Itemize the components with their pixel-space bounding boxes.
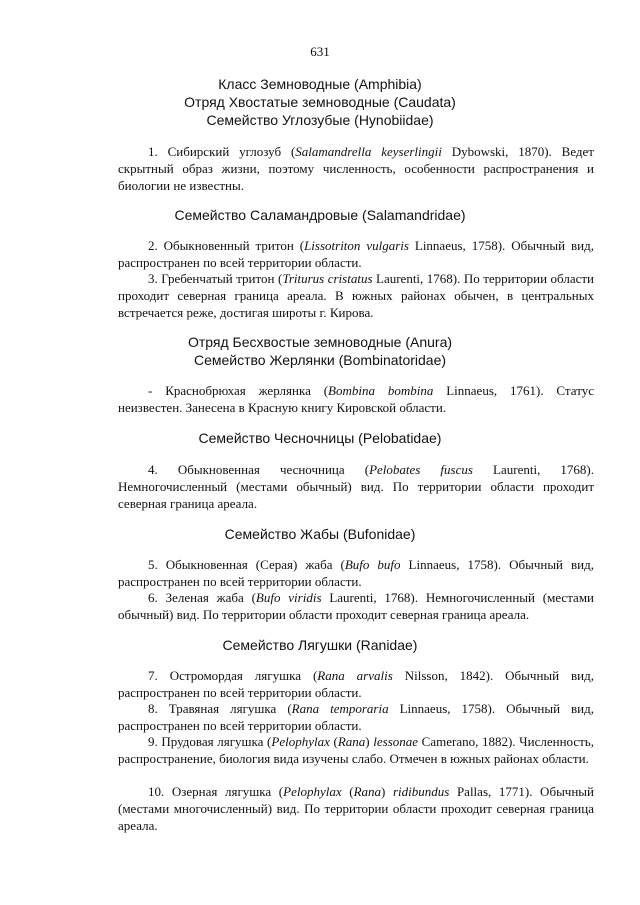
entry-1-rest: Dybowski, 1870). Ведет скрытный образ жизни, поэтому численность, особенности распространения и биологии не известны. xyxy=(118,144,594,193)
entry-9 xyxy=(118,733,594,767)
entry-3-latin: Triturus cristatus xyxy=(282,271,373,286)
entry-10-latin-genus: Pelophylax xyxy=(283,784,342,799)
page-number: 631 xyxy=(310,44,330,59)
entry-9-sep2: ) xyxy=(365,734,374,749)
heading-family-ranidae: Семейство Лягушки (Ranidae) xyxy=(222,637,418,653)
entry-10-sep: ( xyxy=(341,784,354,799)
entry-bombina xyxy=(118,382,594,416)
entry-5-latin: Bufo bufo xyxy=(344,557,401,572)
entry-5-text: 5. Обыкновенная (Серая) жаба ( xyxy=(148,557,345,572)
entry-7-rest: Nilsson, 1842). Обычный вид, распространен по всей территории области. xyxy=(118,668,594,700)
entry-9-latin-subgenus: Rana xyxy=(337,734,366,749)
entry-9-rest: Camerano, 1882). Численность, распространение, биология вида изучены слабо. Отмечен в южных районах области. xyxy=(118,734,594,766)
entry-1 xyxy=(118,143,594,194)
entry-3 xyxy=(118,270,594,321)
entry-2 xyxy=(118,237,594,271)
entry-6-latin: Bufo viridis xyxy=(255,590,322,605)
entry-10-latin-species: ridibundus xyxy=(392,784,450,799)
entry-10-text: 10. Озерная лягушка ( xyxy=(148,784,284,799)
entry-4 xyxy=(118,461,594,512)
heading-family-bombinatoridae: Семейство Жерлянки (Bombinatoridae) xyxy=(193,352,447,368)
heading-family-pelobatidae: Семейство Чесночницы (Pelobatidae) xyxy=(198,430,442,446)
entry-8-latin: Rana temporaria xyxy=(291,701,389,716)
entry-8-rest: Linnaeus, 1758). Обычный вид, распространен по всей территории области. xyxy=(118,701,594,733)
entry-5 xyxy=(118,556,594,590)
entry-9-text: 9. Прудовая лягушка ( xyxy=(148,734,272,749)
entry-9-latin-species: lessonae xyxy=(373,734,419,749)
entry-9-sep: ( xyxy=(329,734,338,749)
entry-2-text: 2. Обыкновенный тритон ( xyxy=(148,238,305,253)
entry-10-rest: Pallas, 1771). Обычный (местами многочисленный) вид. По территории области проходит северная граница ареала. xyxy=(118,784,594,833)
entry-7-text: 7. Остромордая лягушка ( xyxy=(148,668,318,683)
entry-2-rest: Linnaeus, 1758). Обычный вид, распространен по всей территории области. xyxy=(118,238,594,270)
entry-4-latin: Pelobates fuscus xyxy=(369,462,473,477)
heading-family-bufonidae: Семейство Жабы (Bufonidae) xyxy=(224,526,416,542)
entry-3-rest: Laurenti, 1768). По территории области проходит северная граница ареала. В южных районах обычен, в центральных встречается реже, достигая широты г. Кирова. xyxy=(118,271,595,320)
entry-7 xyxy=(118,667,594,701)
entry-10-latin-subgenus: Rana xyxy=(353,784,382,799)
entry-10-sep2: ) xyxy=(381,784,393,799)
entry-4-rest: Laurenti, 1768). Немногочисленный (местами обычный) вид. По территории области проходит северная граница ареала. xyxy=(118,462,594,511)
entry-7-latin: Rana arvalis xyxy=(317,668,393,683)
entry-3-text: 3. Гребенчатый тритон ( xyxy=(148,271,283,286)
heading-order-anura: Отряд Бесхвостые земноводные (Anura) xyxy=(187,334,453,350)
entry-1-text: 1. Сибирский углозуб ( xyxy=(148,144,296,159)
entry-bombina-latin: Bombina bombina xyxy=(328,383,434,398)
entry-6-rest: Laurenti, 1768). Немногочисленный (местами обычный) вид. По территории области проходит северная граница ареала. xyxy=(118,590,594,622)
heading-order-caudata: Отряд Хвостатые земноводные (Caudata) xyxy=(184,94,456,110)
entry-8-text: 8. Травяная лягушка ( xyxy=(148,701,292,716)
entry-9-latin-genus: Pelophylax xyxy=(271,734,330,749)
entry-1-latin: Salamandrella keyserlingii xyxy=(295,144,442,159)
entry-8 xyxy=(118,700,594,734)
entry-bombina-text: - Краснобрюхая жерлянка ( xyxy=(148,383,329,398)
entry-bombina-rest: Linnaeus, 1761). Статус неизвестен. Занесена в Красную книгу Кировской области. xyxy=(118,383,594,415)
entry-5-rest: Linnaeus, 1758). Обычный вид, распространен по всей территории области. xyxy=(118,557,594,589)
entry-6-text: 6. Зеленая жаба ( xyxy=(148,590,256,605)
entry-2-latin: Lissotriton vulgaris xyxy=(304,238,409,253)
heading-class: Класс Земноводные (Amphibia) xyxy=(218,76,422,92)
heading-family-hynobiidae: Семейство Углозубые (Hynobiidae) xyxy=(206,112,434,128)
entry-4-text: 4. Обыкновенная чесночница ( xyxy=(148,462,370,477)
entry-6 xyxy=(118,589,594,623)
heading-family-salamandridae: Семейство Саламандровые (Salamandridae) xyxy=(174,207,466,223)
entry-10 xyxy=(118,783,594,834)
